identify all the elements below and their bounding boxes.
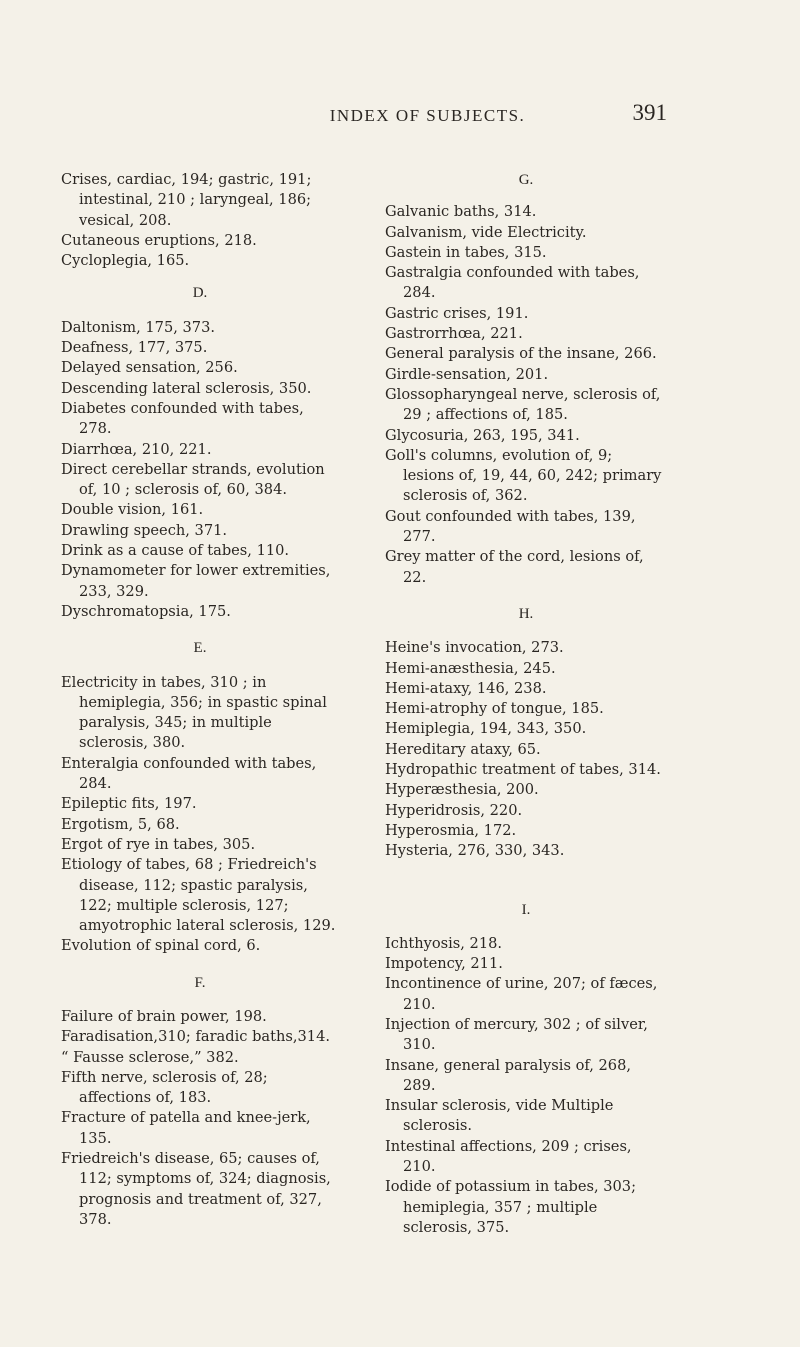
index-entry: Cycloplegia, 165. xyxy=(61,252,190,270)
index-entry: Drawling speech, 371. xyxy=(61,521,228,539)
index-entry: Glycosuria, 263, 195, 341. xyxy=(385,426,580,444)
index-entry: Double vision, 161. xyxy=(61,501,204,519)
page-number: 391 xyxy=(632,100,667,125)
index-entry: Hyperæsthesia, 200. xyxy=(385,781,539,799)
index-entry: Hemiplegia, 194, 343, 350. xyxy=(385,720,587,738)
index-entry: “ Fausse sclerose,” 382. xyxy=(61,1048,239,1066)
index-entry: Delayed sensation, 256. xyxy=(61,359,238,377)
index-entry: Fifth nerve, sclerosis of, 28; affections of, 183. xyxy=(61,1068,268,1107)
page-header xyxy=(0,100,800,140)
index-entry: Intestinal affections, 209 ; crises, 210. xyxy=(385,1137,632,1176)
section-i xyxy=(385,934,667,1238)
index-entry: Electricity in tabes, 310 ; in hemiplegia, 356; in spastic spinal paralysis, 345; in multiple sclerosis, 380. xyxy=(61,673,327,752)
index-entry: Failure of brain power, 198. xyxy=(61,1007,267,1025)
section-f xyxy=(61,1007,339,1230)
index-entry: Drink as a cause of tabes, 110. xyxy=(61,542,290,560)
section-letter-e: E. xyxy=(193,640,207,657)
index-entry: Fracture of patella and knee-jerk, 135. xyxy=(61,1109,311,1147)
index-entry: Hyperidrosis, 220. xyxy=(385,801,523,819)
index-entry: Grey matter of the cord, lesions of, 22. xyxy=(385,548,644,586)
index-entry: Gastrorrhœa, 221. xyxy=(385,325,523,343)
index-entry: Etiology of tabes, 68 ; Friedreich's disease, 112; spastic paralysis, 122; multiple sclerosis, 127; amyotrophic lateral sclerosis, 129. xyxy=(61,856,336,935)
index-entry: Goll's columns, evolution of, 9; lesions of, 19, 44, 60, 242; primary sclerosis of, 362. xyxy=(385,446,662,505)
index-entry: Direct cerebellar strands, evolution of, 10 ; sclerosis of, 60, 384. xyxy=(61,460,325,499)
index-entry: Ergotism, 5, 68. xyxy=(61,815,180,833)
section-letter-h: H. xyxy=(518,605,534,622)
index-entry: Hemi-atrophy of tongue, 185. xyxy=(385,700,604,718)
index-entry: Heine's invocation, 273. xyxy=(385,639,564,657)
index-entry: Deafness, 177, 375. xyxy=(61,339,208,357)
index-entry: Hydropathic treatment of tabes, 314. xyxy=(385,761,661,779)
section-g xyxy=(385,202,667,588)
index-entry: Friedreich's disease, 65; causes of, 112; symptoms of, 324; diagnosis, prognosis and treatment of, 327, 378. xyxy=(61,1150,331,1228)
index-entry: Hemi-ataxy, 146, 238. xyxy=(385,679,547,697)
index-entry: Daltonism, 175, 373. xyxy=(61,318,216,336)
index-entry: Epileptic fits, 197. xyxy=(61,795,197,813)
index-entry: Diabetes confounded with tabes, 278. xyxy=(61,399,304,438)
left-column xyxy=(61,170,339,1230)
index-entry: Gastein in tabes, 315. xyxy=(385,243,547,261)
section-e xyxy=(61,673,339,957)
index-entry: General paralysis of the insane, 266. xyxy=(385,345,657,363)
index-entry: Ergot of rye in tabes, 305. xyxy=(61,835,256,853)
index-entry: Hereditary ataxy, 65. xyxy=(385,740,541,758)
section-h xyxy=(385,638,667,861)
index-entry: Ichthyosis, 218. xyxy=(385,934,503,952)
section-letter-i: I. xyxy=(521,901,531,918)
index-entry: Galvanism, vide Electricity. xyxy=(385,223,587,241)
index-entry: Evolution of spinal cord, 6. xyxy=(61,937,261,955)
section-c xyxy=(61,170,339,271)
index-entry: Cutaneous eruptions, 218. xyxy=(61,231,257,249)
index-entry: Hyperosmia, 172. xyxy=(385,821,517,839)
section-d xyxy=(61,318,339,622)
index-entry: Crises, cardiac, 194; gastric, 191; intestinal, 210 ; laryngeal, 186; vesical, 208. xyxy=(61,171,312,229)
index-entry: Insular sclerosis, vide Multiple sclerosis. xyxy=(385,1097,614,1135)
index-entry: Girdle-sensation, 201. xyxy=(385,365,549,383)
index-entry: Diarrhœa, 210, 221. xyxy=(61,440,212,458)
index-entry: Impotency, 211. xyxy=(385,955,503,973)
index-entry: Hemi-anæsthesia, 245. xyxy=(385,659,556,677)
index-entry: Incontinence of urine, 207; of fæces, 210. xyxy=(385,975,658,1013)
index-entry: Hysteria, 276, 330, 343. xyxy=(385,842,565,860)
right-column xyxy=(385,170,667,1238)
index-entry: Gastralgia confounded with tabes, 284. xyxy=(385,264,640,302)
index-entry: Glossopharyngeal nerve, sclerosis of, 29 ; affections of, 185. xyxy=(385,385,661,424)
index-entry: Iodide of potassium in tabes, 303; hemiplegia, 357 ; multiple sclerosis, 375. xyxy=(385,1178,637,1236)
section-letter-f: F. xyxy=(194,974,206,991)
index-entry: Gout confounded with tabes, 139, 277. xyxy=(385,507,636,546)
index-entry: Descending lateral sclerosis, 350. xyxy=(61,379,312,397)
index-entry: Dynamometer for lower extremities, 233, 329. xyxy=(61,562,331,600)
section-letter-d: D. xyxy=(192,285,208,302)
index-entry: Galvanic baths, 314. xyxy=(385,203,537,221)
index-entry: Gastric crises, 191. xyxy=(385,304,529,322)
index-entry: Injection of mercury, 302 ; of silver, 310. xyxy=(385,1015,648,1054)
index-entry: Insane, general paralysis of, 268, 289. xyxy=(385,1056,632,1094)
index-entry: Enteralgia confounded with tabes, 284. xyxy=(61,754,317,793)
index-entry: Faradisation,310; faradic baths,314. xyxy=(61,1028,331,1046)
running-title: INDEX OF SUBJECTS. xyxy=(329,106,526,125)
index-entry: Dyschromatopsia, 175. xyxy=(61,602,231,620)
section-letter-g: G. xyxy=(518,172,534,188)
